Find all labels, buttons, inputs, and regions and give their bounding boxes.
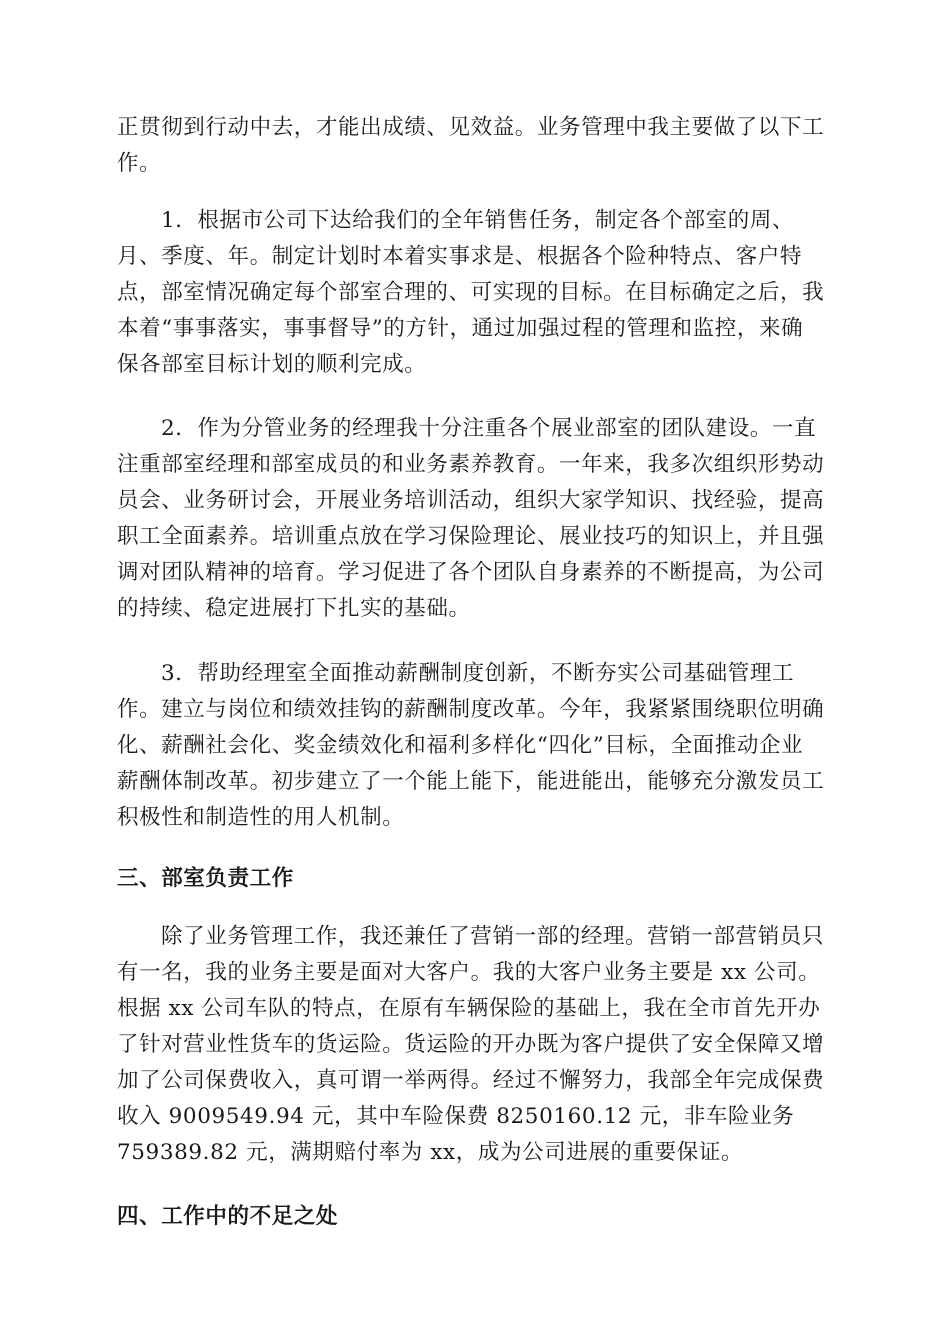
paragraph-item-2 xyxy=(117,411,837,627)
text-line: 2．作为分管业务的经理我十分注重各个展业部室的团队建设。一直 xyxy=(161,416,817,441)
text-line: 收入 9009549.94 元，其中车险保费 8250160.12 元，非车险业务 xyxy=(117,1104,795,1129)
paragraph-department-work xyxy=(117,919,837,1171)
text-line: 根据 xx 公司车队的特点，在原有车辆保险的基础上，我在全市首先开办 xyxy=(117,996,821,1021)
text-line: 除了业务管理工作，我还兼任了营销一部的经理。营销一部营销员只 xyxy=(161,924,825,949)
paragraph-item-3 xyxy=(117,656,837,836)
text-line: 3．帮助经理室全面推动薪酬制度创新，不断夯实公司基础管理工 xyxy=(161,661,795,686)
text-line: 保各部室目标计划的顺利完成。 xyxy=(117,352,427,377)
text-line: 职工全面素养。培训重点放在学习保险理论、展业技巧的知识上，并且强 xyxy=(117,524,825,549)
text-line: 化、薪酬社会化、奖金绩效化和福利多样化“四化”目标，全面推动企业 xyxy=(117,733,804,758)
paragraph-continued xyxy=(117,110,837,182)
section-heading-4: 四、工作中的不足之处 xyxy=(117,1204,339,1229)
text-line: 员会、业务研讨会，开展业务培训活动，组织大家学知识、找经验，提高 xyxy=(117,488,825,513)
text-line: 作。建立与岗位和绩效挂钩的薪酬制度改革。今年，我紧紧围绕职位明确 xyxy=(117,697,825,722)
text-line: 作。 xyxy=(117,151,162,176)
text-line: 加了公司保费收入，真可谓一举两得。经过不懈努力，我部全年完成保费 xyxy=(117,1068,825,1093)
text-line: 759389.82 元，满期赔付率为 xx，成为公司进展的重要保证。 xyxy=(117,1140,744,1165)
text-line: 调对团队精神的培育。学习促进了各个团队自身素养的不断提高，为公司 xyxy=(117,560,825,585)
section-heading-3: 三、部室负责工作 xyxy=(117,866,294,891)
text-line: 积极性和制造性的用人机制。 xyxy=(117,805,405,830)
text-line: 的持续、稳定进展打下扎实的基础。 xyxy=(117,596,471,621)
text-line: 点，部室情况确定每个部室合理的、可实现的目标。在目标确定之后，我 xyxy=(117,280,825,305)
paragraph-item-1 xyxy=(117,203,837,383)
text-line: 注重部室经理和部室成员的和业务素养教育。一年来，我多次组织形势动 xyxy=(117,452,825,477)
text-line: 月、季度、年。制定计划时本着实事求是、根据各个险种特点、客户特 xyxy=(117,244,803,269)
text-line: 本着“事事落实，事事督导”的方针，通过加强过程的管理和监控，来确 xyxy=(117,316,804,341)
text-line: 正贯彻到行动中去，才能出成绩、见效益。业务管理中我主要做了以下工 xyxy=(117,115,825,140)
text-line: 有一名，我的业务主要是面对大客户。我的大客户业务主要是 xx 公司。 xyxy=(117,960,821,985)
text-line: 薪酬体制改革。初步建立了一个能上能下，能进能出，能够充分激发员工 xyxy=(117,769,825,794)
text-line: 了针对营业性货车的货运险。货运险的开办既为客户提供了安全保障又增 xyxy=(117,1032,825,1057)
text-line: 1．根据市公司下达给我们的全年销售任务，制定各个部室的周、 xyxy=(161,208,795,233)
